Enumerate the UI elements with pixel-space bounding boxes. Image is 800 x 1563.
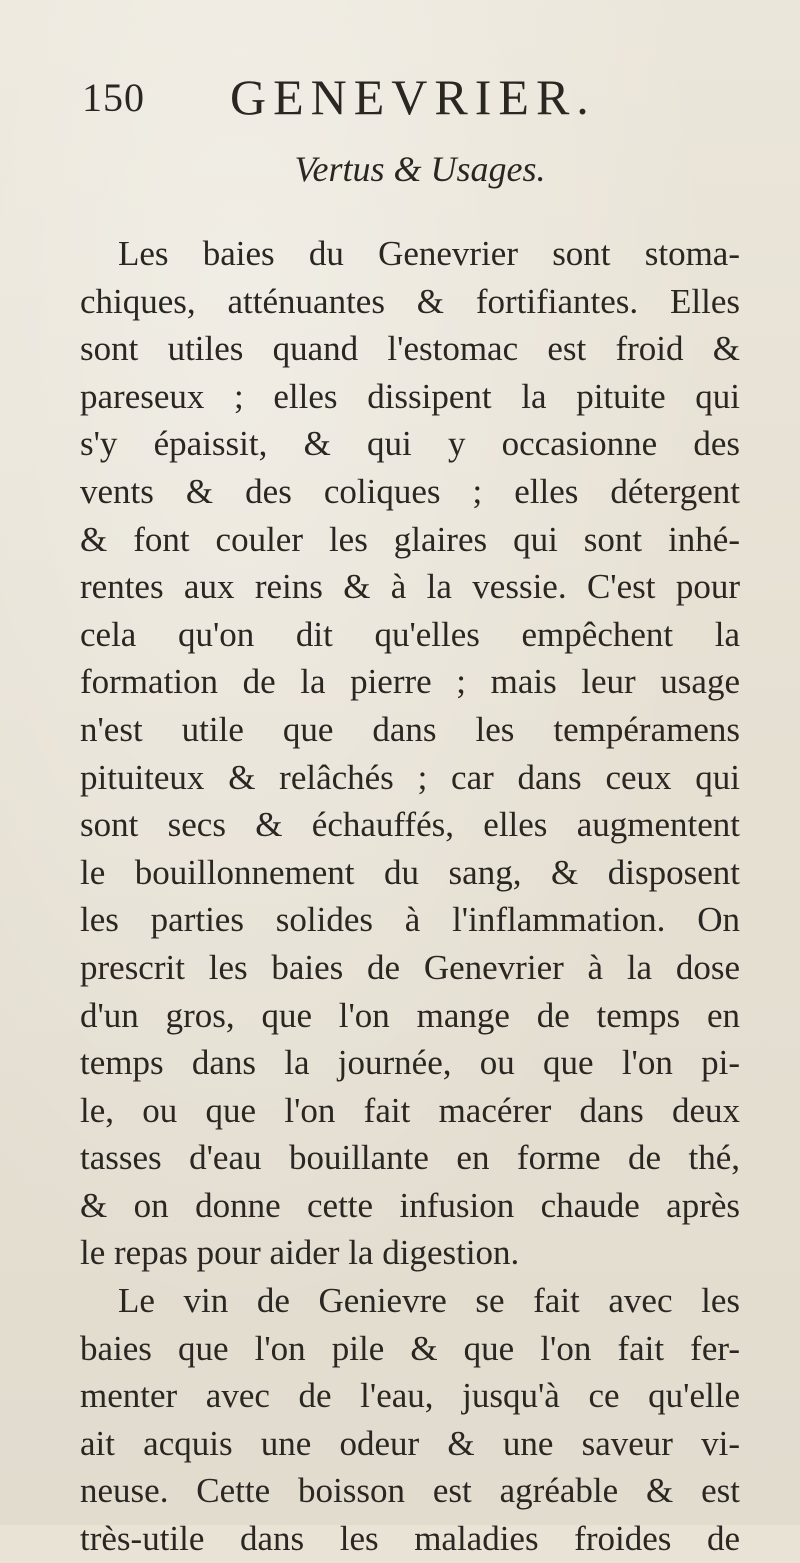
text-line: Le vin de Genievre se fait avec les bbox=[118, 1281, 740, 1321]
text-line: d'un gros, que l'on mange de temps en bbox=[80, 995, 740, 1035]
text-line: sont secs & échauffés, elles augmentent bbox=[80, 805, 740, 845]
text-line: tasses d'eau bouillante en forme de thé, bbox=[80, 1138, 740, 1178]
text-line: cela qu'on dit qu'elles empêchent la bbox=[80, 614, 740, 654]
text-line: vents & des coliques ; elles détergent bbox=[80, 471, 740, 511]
text-line: très-utile dans les maladies froides de bbox=[80, 1519, 740, 1559]
text-line: pituiteux & relâchés ; car dans ceux qui bbox=[80, 757, 740, 797]
text-line: baies que l'on pile & que l'on fait fer- bbox=[80, 1328, 740, 1368]
text-line: chiques, atténuantes & fortifiantes. Elles bbox=[80, 281, 740, 321]
text-line: le bouillonnement du sang, & disposent bbox=[80, 852, 740, 892]
text-line: temps dans la journée, ou que l'on pi- bbox=[80, 1043, 740, 1083]
page-number: 150 bbox=[82, 75, 145, 120]
paragraph-2 bbox=[80, 1277, 740, 1563]
text-line: neuse. Cette boisson est agréable & est bbox=[80, 1471, 740, 1511]
text-line: s'y épaissit, & qui y occasionne des bbox=[80, 424, 740, 464]
text-line: pareseux ; elles dissipent la pituite qui bbox=[80, 376, 740, 416]
section-title: Vertus & Usages. bbox=[294, 149, 546, 189]
text-line: les parties solides à l'inflammation. On bbox=[80, 900, 740, 940]
text-line: rentes aux reins & à la vessie. C'est pour bbox=[80, 567, 740, 607]
text-line: le, ou que l'on fait macérer dans deux bbox=[80, 1090, 740, 1130]
text-line: & font couler les glaires qui sont inhé- bbox=[80, 519, 740, 559]
body-text bbox=[80, 230, 740, 1563]
text-line: & on donne cette infusion chaude après bbox=[80, 1185, 740, 1225]
text-line: ait acquis une odeur & une saveur vi- bbox=[80, 1423, 740, 1463]
paragraph-1 bbox=[80, 230, 740, 1277]
text-line: Les baies du Genevrier sont stoma- bbox=[118, 234, 740, 273]
running-head: GENEVRIER. bbox=[230, 69, 596, 125]
text-line: le repas pour aider la digestion. bbox=[80, 1233, 520, 1273]
text-line: menter avec de l'eau, jusqu'à ce qu'elle bbox=[80, 1376, 740, 1416]
text-line: sont utiles quand l'estomac est froid & bbox=[80, 329, 740, 369]
text-line: prescrit les baies de Genevrier à la dose bbox=[80, 947, 740, 987]
text-line: n'est utile que dans les tempéramens bbox=[80, 709, 740, 749]
page-header bbox=[82, 68, 742, 128]
text-line: formation de la pierre ; mais leur usage bbox=[80, 662, 740, 702]
